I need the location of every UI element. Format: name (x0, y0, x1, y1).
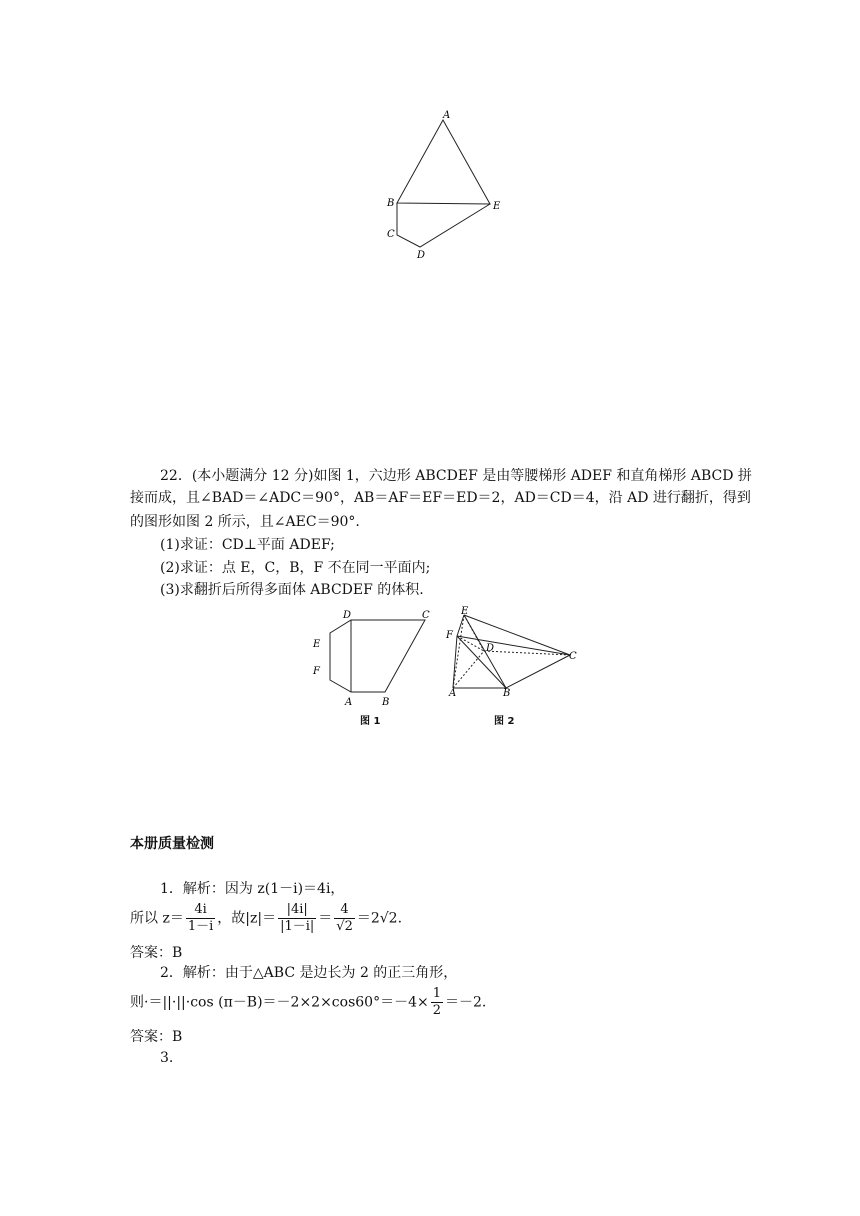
fig2-edge (506, 655, 570, 688)
answer2-fraction: $\frac{1}{2}$ (432, 986, 441, 1018)
top-figure (380, 105, 510, 265)
label-E: E (493, 201, 501, 212)
answer1-line1: 1．解析：因为 z(1－i)＝4i， (160, 881, 345, 897)
answer1-text-a: 所以 z＝ (130, 910, 184, 927)
problem22-part2: (2)求证：点 E，C，B，F 不在同一平面内; (160, 560, 431, 576)
section-title: 本册质量检测 (130, 836, 214, 852)
problem22-part1: (1)求证：CD⊥平面 ADEF; (160, 537, 335, 553)
fig2-hidden-edge (453, 615, 464, 688)
answer1-fraction-3: $\frac{4}{√2}$ (336, 902, 353, 934)
answer2-result: 答案：B (130, 1029, 183, 1045)
answer1-line2 (130, 902, 402, 935)
answer2-line2 (130, 986, 486, 1019)
fig2-label-D: D (486, 643, 495, 654)
answer1-text-b: ，故|z|＝ (217, 910, 277, 927)
answer1-text-d: ＝2√2. (356, 910, 403, 927)
answer1-fraction-1: $\frac{4i}{1-i}$ (187, 902, 214, 934)
problem22-line3: 的图形如图 2 所示，且∠AEC＝90°. (130, 514, 360, 530)
fig2-edge (457, 636, 506, 688)
fig1-label-A: A (345, 697, 353, 708)
figure1-caption: 图 1 (360, 716, 381, 727)
problem22-line1: 22．(本小题满分 12 分)如图 1，六边形 ABCDEF 是由等腰梯形 ADEF 和直角梯形 ABCD 拼 (160, 468, 752, 484)
top-figure-outline (397, 120, 490, 204)
fig1-label-D: D (343, 610, 352, 621)
label-C: C (387, 229, 395, 240)
answer1-text-c: ＝ (318, 910, 333, 927)
answer1-fraction-2: $\frac{|4i|}{|1-i|}$ (280, 902, 315, 934)
figure1-hexagon (330, 620, 425, 692)
figure-2 (440, 605, 590, 705)
answer2-line1: 2．解析：由于△ABC 是边长为 2 的正三角形， (160, 965, 458, 981)
figure-1 (305, 605, 445, 725)
fig1-label-F: F (313, 666, 320, 677)
problem22-line2: 接而成，且∠BAD＝∠ADC＝90°，AB＝AF＝EF＝ED＝2，AD＝CD＝4，沿 AD 进行翻折，得到 (130, 490, 751, 506)
fig2-label-A: A (449, 688, 457, 699)
answer3-label: 3. (160, 1050, 174, 1066)
figure2-caption: 图 2 (494, 716, 515, 727)
answer2-text-b: ＝－2. (445, 994, 487, 1011)
fig2-edge (457, 615, 464, 636)
fig1-label-E: E (313, 639, 321, 650)
fig2-hidden-edge (453, 651, 484, 688)
answer1-result: 答案：B (130, 945, 183, 961)
label-B: B (387, 198, 395, 209)
fig1-label-B: B (382, 697, 390, 708)
fig2-label-B: B (503, 688, 511, 699)
label-A: A (443, 110, 451, 121)
top-figure-tail (397, 203, 490, 247)
fig2-label-C: C (569, 651, 577, 662)
fig2-label-F: F (446, 630, 453, 641)
fig2-label-E: E (461, 606, 469, 617)
fig2-edge (453, 636, 457, 688)
fig2-edge (464, 615, 570, 655)
problem22-part3: (3)求翻折后所得多面体 ABCDEF 的体积. (160, 582, 424, 598)
label-D: D (417, 250, 426, 261)
fig1-label-C: C (422, 610, 430, 621)
answer2-text-a: 则·＝||·||·cos (π－B)＝－2×2×cos60°＝－4× (130, 994, 429, 1011)
